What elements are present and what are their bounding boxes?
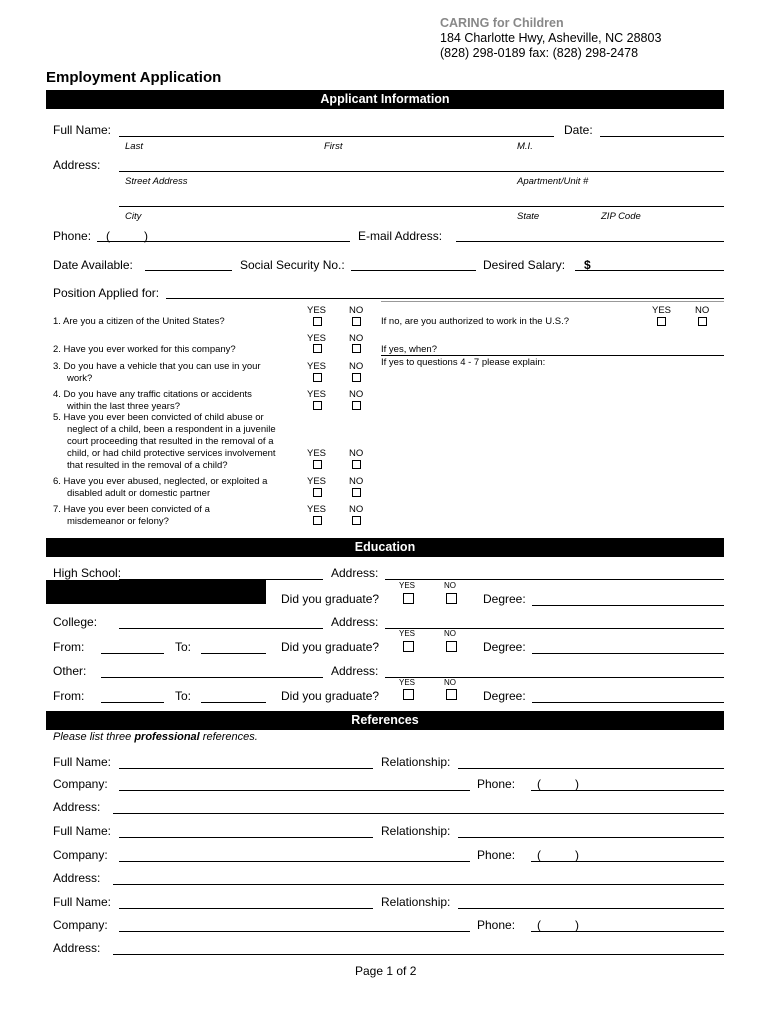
q4-7-explain-text: If yes to questions 4 - 7 please explain: [381, 357, 546, 368]
q4-no-label: NO [349, 389, 364, 400]
q7-yes-checkbox[interactable] [313, 516, 322, 525]
other-from-label: From: [53, 689, 85, 703]
hs-redacted-block [46, 580, 266, 604]
ref2-address-field[interactable] [113, 884, 724, 885]
q6-yes-checkbox[interactable] [313, 488, 322, 497]
q4-no-checkbox[interactable] [352, 401, 361, 410]
ref3-phone-field[interactable] [531, 931, 724, 932]
q4-text-line2: within the last three years? [67, 401, 181, 412]
q1-yes-checkbox[interactable] [313, 317, 322, 326]
q6-text-line1: 6. Have you ever abused, neglected, or exploited a [53, 476, 268, 487]
ref2-company-label: Company: [53, 848, 108, 862]
ref1-phone-label: Phone: [477, 777, 516, 791]
college-to-label: To: [175, 640, 192, 654]
q3-no-checkbox[interactable] [352, 373, 361, 382]
q1-text: 1. Are you a citizen of the United States? [53, 316, 225, 327]
ref1-company-field[interactable] [119, 790, 470, 791]
other-address-field[interactable] [385, 677, 724, 678]
q5-text-line3: court proceeding that resulted in the removal of a [67, 436, 274, 447]
ref1-name-field[interactable] [119, 768, 373, 769]
ssn-field[interactable] [351, 270, 476, 271]
hs-yes-checkbox[interactable] [403, 593, 414, 604]
q3-text-line2: work? [67, 373, 93, 384]
other-graduate-label: Did you graduate? [281, 689, 380, 703]
q5-text-line5: that resulted in the removal of a child? [67, 460, 228, 471]
full-name-label: Full Name: [53, 123, 112, 137]
ref1-name-label: Full Name: [53, 755, 112, 769]
q1f-no-label: NO [695, 305, 710, 316]
q4-yes-label: YES [307, 389, 327, 400]
ref3-phone-paren-close: ) [575, 918, 579, 932]
q7-text-line2: misdemeanor or felony? [67, 516, 169, 527]
other-no-label: NO [444, 678, 456, 687]
college-no-checkbox[interactable] [446, 641, 457, 652]
college-from-field[interactable] [101, 653, 164, 654]
q1-no-checkbox[interactable] [352, 317, 361, 326]
email-field[interactable] [456, 241, 724, 242]
q5-text-line2: neglect of a child, been a respondent in a juvenile [67, 424, 276, 435]
hs-yes-label: YES [399, 581, 416, 590]
ref3-relationship-field[interactable] [458, 908, 724, 909]
q4-text-line1: 4. Do you have any traffic citations or accidents [53, 389, 252, 400]
other-degree-label: Degree: [483, 689, 526, 703]
street-caption: Street Address [125, 176, 188, 187]
other-to-label: To: [175, 689, 192, 703]
college-no-label: NO [444, 629, 456, 638]
references-section-header: References [46, 711, 724, 730]
ref1-address-field[interactable] [113, 813, 724, 814]
street-address-field[interactable] [119, 171, 724, 172]
ssn-label: Social Security No.: [240, 258, 345, 272]
q5-text-line4: child, or had child protective services involvement [67, 448, 276, 459]
references-note-suffix: references. [199, 731, 258, 743]
other-label: Other: [53, 664, 87, 678]
ref2-phone-field[interactable] [531, 861, 724, 862]
last-caption: Last [125, 141, 143, 152]
q2-no-checkbox[interactable] [352, 344, 361, 353]
ref1-phone-field[interactable] [531, 790, 724, 791]
college-field[interactable] [119, 628, 323, 629]
ref3-address-label: Address: [53, 941, 101, 955]
ref1-phone-paren-open: ( [537, 777, 541, 791]
college-degree-label: Degree: [483, 640, 526, 654]
ref3-name-label: Full Name: [53, 895, 112, 909]
ref2-name-label: Full Name: [53, 824, 112, 838]
q6-text-line2: disabled adult or domestic partner [67, 488, 211, 499]
mi-caption: M.I. [517, 141, 533, 152]
date-field[interactable] [600, 136, 724, 137]
hs-address-label: Address: [331, 566, 379, 580]
ref2-relationship-label: Relationship: [381, 824, 451, 838]
ref2-address-label: Address: [53, 871, 101, 885]
q1f-yes-checkbox[interactable] [657, 317, 666, 326]
q7-text-line1: 7. Have you ever been convicted of a [53, 504, 210, 515]
college-to-field[interactable] [201, 653, 266, 654]
other-address-label: Address: [331, 664, 379, 678]
high-school-label: High School: [53, 566, 122, 580]
hs-address-field[interactable] [385, 579, 724, 580]
q2-when-field[interactable] [381, 355, 724, 356]
q2-followup-text: If yes, when? [381, 344, 437, 355]
q3-text-line1: 3. Do you have a vehicle that you can use in your [53, 361, 261, 372]
full-name-field[interactable] [119, 136, 554, 137]
hs-no-checkbox[interactable] [446, 593, 457, 604]
hs-graduate-label: Did you graduate? [281, 592, 380, 606]
q1f-yes-label: YES [652, 305, 672, 316]
college-address-field[interactable] [385, 628, 724, 629]
ref2-name-field[interactable] [119, 837, 373, 838]
ref2-phone-paren-open: ( [537, 848, 541, 862]
ref2-company-field[interactable] [119, 861, 470, 862]
ref3-phone-paren-open: ( [537, 918, 541, 932]
date-available-field[interactable] [145, 270, 232, 271]
college-graduate-label: Did you graduate? [281, 640, 380, 654]
ref1-relationship-label: Relationship: [381, 755, 451, 769]
q1-followup-text: If no, are you authorized to work in the U.S.? [381, 316, 569, 327]
hs-degree-field[interactable] [532, 605, 724, 606]
other-yes-checkbox[interactable] [403, 689, 414, 700]
q2-text: 2. Have you ever worked for this company? [53, 344, 236, 355]
q1-divider [381, 301, 724, 302]
city-field[interactable] [119, 206, 724, 207]
q3-yes-checkbox[interactable] [313, 373, 322, 382]
references-note [53, 731, 258, 743]
phone-label: Phone: [53, 229, 92, 243]
q2-no-label: NO [349, 333, 364, 344]
first-caption: First [324, 141, 343, 152]
ref2-phone-label: Phone: [477, 848, 516, 862]
hs-no-label: NO [444, 581, 456, 590]
ref3-phone-label: Phone: [477, 918, 516, 932]
position-field[interactable] [166, 298, 724, 299]
q2-yes-label: YES [307, 333, 327, 344]
q6-no-label: NO [349, 476, 364, 487]
q7-no-label: NO [349, 504, 364, 515]
references-note-prefix: Please list three [53, 731, 135, 743]
salary-label: Desired Salary: [483, 258, 566, 272]
ref3-name-field[interactable] [119, 908, 373, 909]
state-caption: State [517, 211, 540, 222]
q5-no-checkbox[interactable] [352, 460, 361, 469]
ref2-relationship-field[interactable] [458, 837, 724, 838]
date-label: Date: [564, 123, 593, 137]
references-note-bold: professional [134, 731, 200, 743]
college-degree-field[interactable] [532, 653, 724, 654]
city-caption: City [125, 211, 142, 222]
org-contact: (828) 298-0189 fax: (828) 298-2478 [440, 46, 639, 60]
q6-yes-label: YES [307, 476, 327, 487]
page-number: Page 1 of 2 [355, 964, 417, 978]
q3-yes-label: YES [307, 361, 327, 372]
other-field[interactable] [101, 677, 323, 678]
q4-yes-checkbox[interactable] [313, 401, 322, 410]
college-from-label: From: [53, 640, 85, 654]
q7-yes-label: YES [307, 504, 327, 515]
ref1-phone-paren-close: ) [575, 777, 579, 791]
q2-yes-checkbox[interactable] [313, 344, 322, 353]
ref3-company-field[interactable] [119, 931, 470, 932]
college-address-label: Address: [331, 615, 379, 629]
other-no-checkbox[interactable] [446, 689, 457, 700]
other-to-field[interactable] [201, 702, 266, 703]
q6-no-checkbox[interactable] [352, 488, 361, 497]
q1-no-label: NO [349, 305, 364, 316]
hs-degree-label: Degree: [483, 592, 526, 606]
ref3-relationship-label: Relationship: [381, 895, 451, 909]
q5-yes-checkbox[interactable] [313, 460, 322, 469]
education-section-header: Education [46, 538, 724, 557]
email-label: E-mail Address: [358, 229, 443, 243]
other-degree-field[interactable] [532, 702, 724, 703]
college-yes-checkbox[interactable] [403, 641, 414, 652]
ref1-relationship-field[interactable] [458, 768, 724, 769]
position-label: Position Applied for: [53, 286, 160, 300]
salary-dollar: $ [584, 258, 591, 272]
ref3-address-field[interactable] [113, 954, 724, 955]
form-title: Employment Application [46, 69, 222, 86]
q5-no-label: NO [349, 448, 364, 459]
q1f-no-checkbox[interactable] [698, 317, 707, 326]
other-yes-label: YES [399, 678, 416, 687]
phone-paren-open: ( [106, 229, 110, 243]
org-address: 184 Charlotte Hwy, Asheville, NC 28803 [440, 31, 662, 45]
address-label: Address: [53, 158, 101, 172]
q5-yes-label: YES [307, 448, 327, 459]
phone-paren-close: ) [144, 229, 148, 243]
salary-field[interactable] [575, 270, 724, 271]
college-yes-label: YES [399, 629, 416, 638]
q3-no-label: NO [349, 361, 364, 372]
q1-yes-label: YES [307, 305, 327, 316]
q5-text-line1: 5. Have you ever been convicted of child abuse or [53, 412, 264, 423]
zip-caption: ZIP Code [601, 211, 641, 222]
date-available-label: Date Available: [53, 258, 133, 272]
apt-caption: Apartment/Unit # [517, 176, 589, 187]
other-from-field[interactable] [101, 702, 164, 703]
q7-no-checkbox[interactable] [352, 516, 361, 525]
ref3-company-label: Company: [53, 918, 108, 932]
phone-field[interactable] [97, 241, 350, 242]
applicant-section-header: Applicant Information [46, 90, 724, 109]
ref1-address-label: Address: [53, 800, 101, 814]
ref2-phone-paren-close: ) [575, 848, 579, 862]
org-name: CARING for Children [440, 16, 564, 30]
ref1-company-label: Company: [53, 777, 108, 791]
college-label: College: [53, 615, 98, 629]
